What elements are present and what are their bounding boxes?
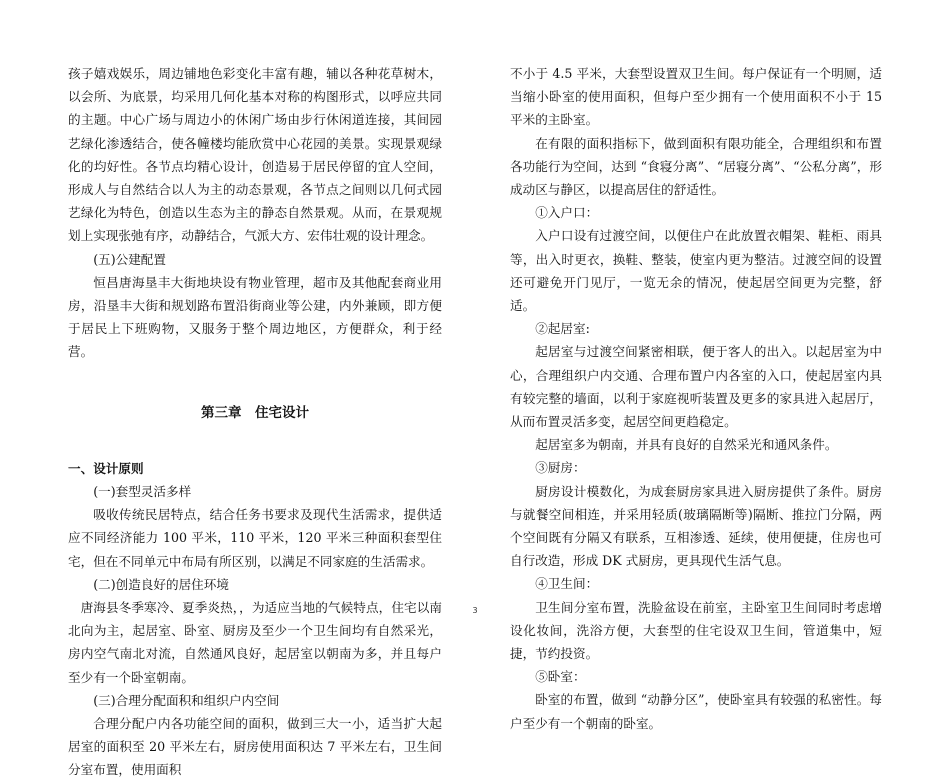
heading-public-facilities: (五)公建配置: [93, 251, 166, 267]
paragraph-function-zoning: 在有限的面积指标下，做到面积有限功能全，合理组织和布置各功能行为空间，达到 “食寝分离”、“居寝分离”、“公私分离”，形成动区与静区，以提高居住的舒适性。: [510, 135, 882, 198]
item-heading-bathroom: ④卫生间：: [535, 576, 599, 592]
paragraph-landscape: 孩子嬉戏娱乐，周边铺地色彩变化丰富有趣，辅以各种花草树木，以会所、为底景，均采用几何化基本对称的构图形式，以呼应共同的主题。中心广场与周边小的休闲广场由步行休闲道连接，其间园艺绿化渗透结合，使各幢楼均能欣赏中心花园的美景。实现景观绿化的均好性。各节点均精心设计，创造易于居民停留的宜人空间，形成人与自然结合以人为主的动态景观，各节点之间则以几何式园艺绿化为特色，创造以生态为主的静态自然景观。从而，在景观规划上实现张弛有序，动静结合，气派大方、宏伟壮观的设计理念。: [68, 66, 442, 244]
paragraph-entrance: 入户口设有过渡空间，以便住户在此放置衣帽架、鞋柜、雨具等，出入时更衣，换鞋、整装，使室内更为整洁。过渡空间的设置还可避免开门见厅，一览无余的情况，使起居空间更为完整，舒适。: [510, 228, 882, 314]
heading-living-environment: (二)创造良好的居住环境: [93, 576, 229, 592]
paragraph-living-room: 起居室与过渡空间紧密相联，便于客人的出入。以起居室为中心，合理组织户内交通、合理布置户内各室的入口，使起居室内具有较完整的墙面，以利于家庭视听装置及更多的家具进入起居厅，从而布置灵活多变，起居空间更趋稳定。: [510, 344, 882, 430]
paragraph-living-environment: 唐海县冬季寒冷、夏季炎热，，为适应当地的气候特点，住宅以南北向为主，起居室、卧室、厨房及至少一个卫生间均有自然采光，房内空气南北对流，自然通风良好，起居室以朝南为多，并且每户至少有一个卧室朝南。: [68, 600, 442, 685]
chapter-title: 第三章 住宅设计: [201, 404, 309, 421]
paragraph-bathroom: 卫生间分室布置，洗脸盆设在前室，主卧室卫生间同时考虑增设化妆间，洗浴方便，大套型的住宅设双卫生间，管道集中，短捷，节约投资。: [510, 599, 882, 662]
section-heading-design-principles: 一、设计原则: [68, 460, 144, 476]
page-number: 3: [472, 606, 478, 615]
item-heading-living-room: ②起居室:: [535, 321, 590, 337]
heading-flexible-types: (一)套型灵活多样: [93, 484, 192, 500]
right-column: [510, 62, 882, 735]
item-heading-entrance: ①入户口：: [535, 205, 599, 221]
heading-area-allocation: (三)合理分配面积和组织户内空间: [93, 692, 280, 708]
paragraph-kitchen: 厨房设计模数化，为成套厨房家具进入厨房提供了条件。厨房与就餐空间相连，并采用轻质(玻璃隔断等)隔断、推拉门分隔，两个空间既有分隔又有联系，互相渗透、延续，使用便捷，住房也可自行改造，形成 DK 式厨房，更具现代生活气息。: [510, 483, 882, 569]
paragraph-living-room-orientation: 起居室多为朝南，并具有良好的自然采光和通风条件。: [535, 437, 838, 453]
item-heading-bedroom: ⑤卧室：: [535, 669, 586, 685]
paragraph-area-allocation: 合理分配户内各功能空间的面积，做到三大一小，适当扩大起居室的面积至 20 平米左右，厨房使用面积达 7 平米左右，卫生间分室布置，使用面积: [68, 716, 442, 778]
left-column: [68, 62, 442, 782]
paragraph-bedroom: 卧室的布置，做到 “动静分区”，使卧室具有较强的私密性。每户至少有一个朝南的卧室。: [510, 692, 882, 731]
paragraph-flexible-types: 吸收传统民居特点，结合任务书要求及现代生活需求，提供适应不同经济能力 100 平米，110 平米，120 平米三种面积套型住宅，但在不同单元中布局有所区别，以满足不同家庭的生活需求。: [68, 507, 442, 569]
paragraph-public-facilities: 恒昌唐海垦丰大街地块设有物业管理，超市及其他配套商业用房，沿垦丰大街和规划路布置沿街商业等公建，内外兼顾，即方便于居民上下班购物，又服务于整个周边地区，方便群众，利于经营。: [68, 274, 442, 360]
item-heading-kitchen: ③厨房：: [535, 460, 586, 476]
paragraph-area-continued: 不小于 4.5 平米，大套型设置双卫生间。每户保证有一个明厕，适当缩小卧室的使用面积，但每户至少拥有一个使用面积不小于 15 平米的主卧室。: [510, 66, 882, 128]
